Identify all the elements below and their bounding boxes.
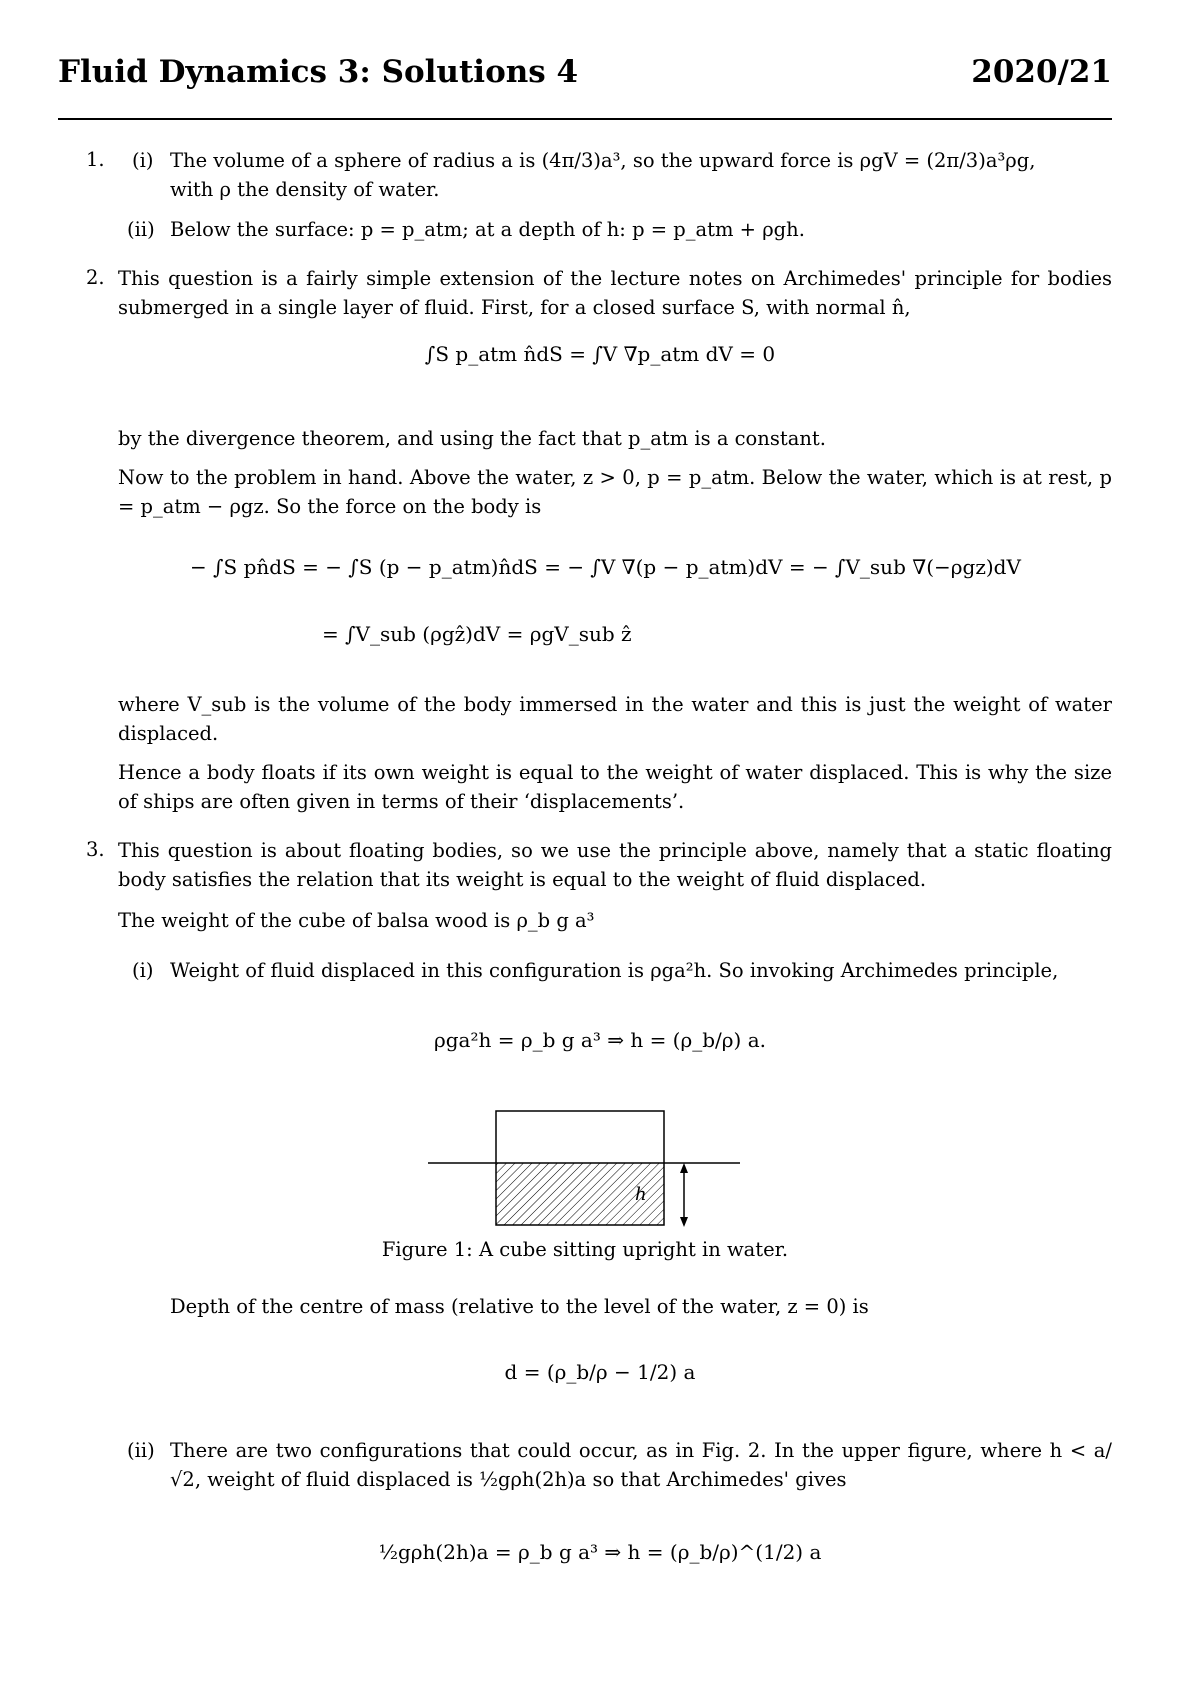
depth-label-h: h [635,1184,647,1205]
depth-arrow-head-bottom [680,1217,688,1227]
depth-arrow-head-top [680,1163,688,1173]
header-rule [58,118,1112,120]
q3-equation-i: ρga²h = ρ_b g a³ ⇒ h = (ρ_b/ρ) a. [433,1028,766,1052]
q2-para4: Hence a body floats if its own weight is equal to the weight of water displaced. This is why the size of ships are often given in terms of their ‘displacements’. [118,761,1112,813]
q1-ii-label: (ii) [127,218,155,241]
q2-number: 2. [86,266,105,289]
q1-i-label: (i) [132,149,154,172]
academic-year: 2020/21 [971,54,1112,90]
q3-ii-label: (ii) [127,1439,155,1462]
q3-i-text: Weight of fluid displaced in this configuration is ρga²h. So invoking Archimedes principle, [170,959,1059,982]
page-title: Fluid Dynamics 3: Solutions 4 [58,54,579,90]
q2-para2: Now to the problem in hand. Above the water, z > 0, p = p_atm. Below the water, which is at rest, p = p_atm − ρgz. So the force on the body is [118,466,1112,518]
q3-depth-text: Depth of the centre of mass (relative to the level of the water, z = 0) is [170,1295,869,1318]
q1-number: 1. [86,148,105,171]
cube-in-water-figure [420,1105,750,1235]
q2-equation-1: ∫S p_atm n̂dS = ∫V ∇p_atm dV = 0 [424,342,776,366]
q3-weight: The weight of the cube of balsa wood is ρ_b g a³ [118,909,595,932]
q1-ii-text: Below the surface: p = p_atm; at a depth of h: p = p_atm + ρgh. [170,218,805,241]
figure-1-caption: Figure 1: A cube sitting upright in water. [381,1238,789,1261]
q1-i-line1: The volume of a sphere of radius a is (4π/3)a³, so the upward force is ρgV = (2π/3)a³ρg, [170,149,1036,172]
q3-equation-ii: ½gρh(2h)a = ρ_b g a³ ⇒ h = (ρ_b/ρ)^(1/2) a [378,1540,822,1564]
q3-equation-d: d = (ρ_b/ρ − 1/2) a [504,1360,696,1384]
q3-i-label: (i) [132,959,154,982]
q3-number: 3. [86,838,105,861]
q2-equation-2-line1: − ∫S pn̂dS = − ∫S (p − p_atm)n̂dS = − ∫V ∇(p − p_atm)dV = − ∫V_sub ∇(−ρgz)dV [190,555,1021,579]
q3-ii-text: There are two configurations that could occur, as in Fig. 2. In the upper figure, where h < a/√2, weight of fluid displaced is ½gρh(2h)a so that Archimedes' gives [170,1439,1112,1491]
q2-intro: This question is a fairly simple extension of the lecture notes on Archimedes' principle for bodies submerged in a single layer of fluid. First, for a closed surface S, with normal n̂, [118,267,1112,319]
q3-intro: This question is about floating bodies, so we use the principle above, namely that a static floating body satisfies the relation that its weight is equal to the weight of fluid displaced. [118,839,1112,891]
q1-i-line2: with ρ the density of water. [170,178,440,201]
q2-equation-2-line2: = ∫V_sub (ρgẑ)dV = ρgV_sub ẑ [322,622,632,646]
q2-after-eq1: by the divergence theorem, and using the fact that p_atm is a constant. [118,427,826,450]
q2-para3: where V_sub is the volume of the body immersed in the water and this is just the weight of water displaced. [118,693,1112,745]
